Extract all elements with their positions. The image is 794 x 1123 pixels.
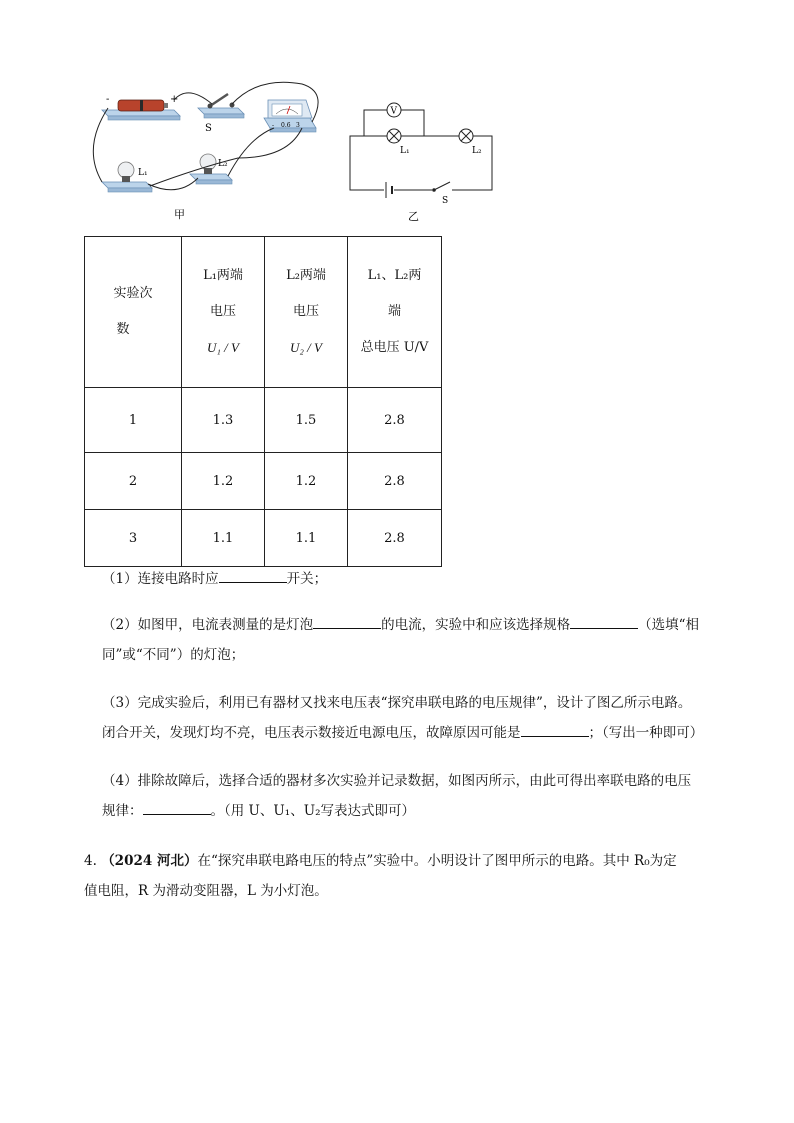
lamp1-label-jia: L₁ bbox=[138, 168, 148, 178]
circuit-diagrams bbox=[88, 78, 508, 226]
answer-blank-2b[interactable] bbox=[570, 614, 638, 629]
figure-jia-label: 甲 bbox=[174, 208, 185, 221]
answer-blank-2a[interactable] bbox=[313, 614, 381, 629]
lamp1-bulb-icon bbox=[118, 162, 134, 178]
answer-blank-3[interactable] bbox=[521, 722, 589, 737]
table-cell: 2.8 bbox=[348, 388, 442, 453]
header-u2: L₂两端 电压 U₂ / V bbox=[265, 237, 348, 388]
question-2: （2）如图甲，电流表测量的是灯泡 的电流，实验中和应该选择规格 （选填“相 同”或“不同”）的灯泡； bbox=[102, 610, 714, 670]
problem-4: 4. （2024 河北）在“探究串联电路电压的特点”实验中。小明设计了图甲所示的电路。其中 R₀为定 值电阻，R 为滑动变阻器，L 为小灯泡。 bbox=[84, 853, 677, 899]
ammeter-terminal-minus: - bbox=[272, 122, 275, 129]
table-header-row bbox=[85, 237, 442, 388]
circuit-figures bbox=[88, 78, 508, 226]
table-cell: 1 bbox=[85, 388, 182, 453]
figure-yi-label: 乙 bbox=[408, 210, 419, 223]
problem-4-source: （2024 河北） bbox=[101, 853, 198, 869]
header-u-total: L₁、L₂两 端 总电压 U/V bbox=[348, 237, 442, 388]
answer-blank-4[interactable] bbox=[143, 800, 211, 815]
table-cell: 1.2 bbox=[265, 453, 348, 510]
voltmeter-label: V bbox=[390, 106, 397, 117]
lamp2-label-jia: L₂ bbox=[218, 159, 228, 169]
yi-lamp2-label: L₂ bbox=[472, 146, 482, 156]
table-cell: 2.8 bbox=[348, 510, 442, 567]
lamp1-base bbox=[102, 182, 152, 188]
header-u1: L₁两端 电压 U₁ / V bbox=[182, 237, 265, 388]
question-1: （1）连接电路时应 开关； bbox=[102, 564, 714, 594]
table-row bbox=[85, 388, 442, 453]
table-cell: 1.3 bbox=[182, 388, 265, 453]
ammeter-terminal-06: 0.6 bbox=[281, 122, 291, 129]
table-cell: 1.1 bbox=[265, 510, 348, 567]
yi-lamp1-label: L₁ bbox=[400, 146, 410, 156]
table-cell: 2.8 bbox=[348, 453, 442, 510]
yi-schematic bbox=[350, 110, 492, 190]
question-4: （4）排除故障后，选择合适的器材多次实验并记录数据，如图丙所示，由此可得出率联电路的电压 规律： 。（用 U、U₁、U₂写表达式即可） bbox=[102, 773, 692, 819]
table-cell: 2 bbox=[85, 453, 182, 510]
table-cell: 1.1 bbox=[182, 510, 265, 567]
battery-minus-label: - bbox=[106, 94, 110, 105]
answer-blank-1[interactable] bbox=[219, 568, 287, 583]
battery-plus-label: + bbox=[170, 94, 179, 105]
ammeter-terminal-3: 3 bbox=[296, 122, 300, 129]
switch-lever-icon bbox=[210, 94, 228, 106]
table-cell: 3 bbox=[85, 510, 182, 567]
table-cell: 1.2 bbox=[182, 453, 265, 510]
table-cell: 1.5 bbox=[265, 388, 348, 453]
table-row bbox=[85, 510, 442, 567]
header-trial-count: 实验次 数 bbox=[85, 237, 182, 388]
switch-label-jia: S bbox=[205, 123, 212, 134]
table-row bbox=[85, 453, 442, 510]
question-3: （3）完成实验后，利用已有器材又找来电压表“探究串联电路的电压规律”，设计了图乙所示电路。 闭合开关，发现灯均不亮，电压表示数接近电源电压，故障原因可能是 ；（写出一种即可） bbox=[102, 695, 704, 741]
experiment-table bbox=[84, 236, 442, 567]
yi-switch-label: S bbox=[442, 196, 449, 206]
switch-base bbox=[198, 108, 244, 114]
